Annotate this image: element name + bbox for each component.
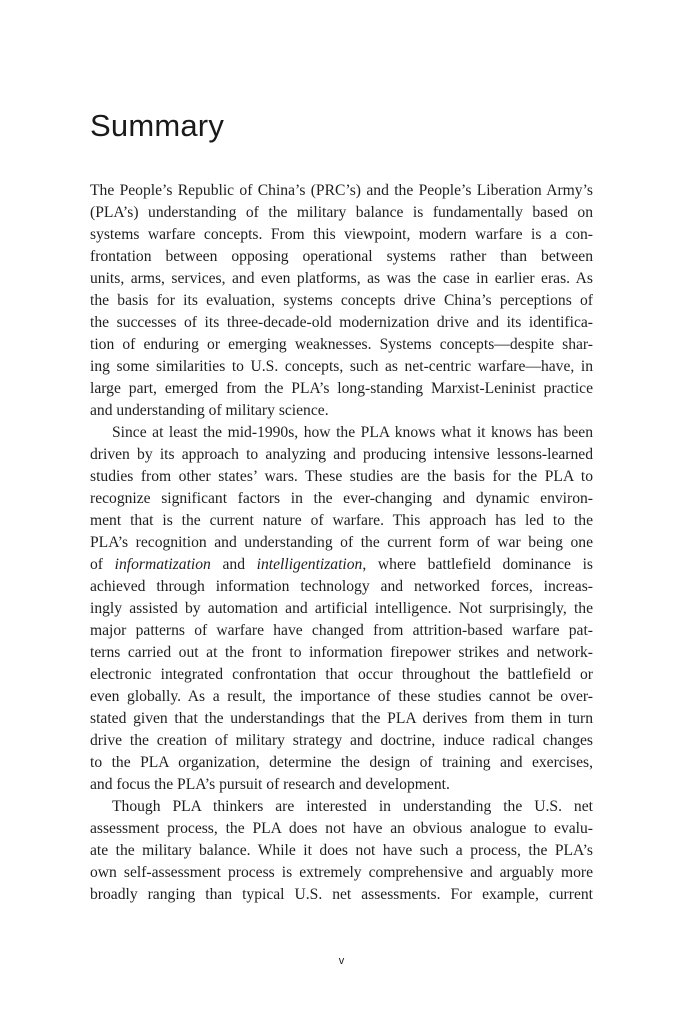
text-line: electronic integrated confrontation that occur throughout the battlefield or [90,666,593,683]
text-line: and focus the PLA’s pursuit of research and development. [90,776,450,793]
text-line: to the PLA organization, determine the design of training and exercises, [90,754,593,771]
text-run: , where battlefield dominance is [362,556,593,573]
text-line: driven by its approach to analyzing and producing intensive lessons-learned [90,446,593,463]
text-line: ate the military balance. While it does not have such a process, the PLA’s [90,842,593,859]
text-line: PLA’s recognition and understanding of the current form of war being one [90,534,593,551]
text-line: ment that is the current nature of warfare. This approach has led to the [90,512,593,529]
text-line: Though PLA thinkers are interested in understanding the U.S. net [112,798,593,815]
text-line: systems warfare concepts. From this viewpoint, modern warfare is a con- [90,226,593,243]
text-line: ingly assisted by automation and artificial intelligence. Not surprisingly, the [90,600,593,617]
text-line: units, arms, services, and even platforms, as was the case in earlier eras. As [90,270,593,287]
text-line-with-emphasis [90,554,593,576]
text-line: achieved through information technology and networked forces, increas- [90,578,593,595]
text-line: drive the creation of military strategy and doctrine, induce radical changes [90,732,593,749]
text-line: even globally. As a result, the importance of these studies cannot be over- [90,688,593,705]
text-line: tion of enduring or emerging weaknesses. Systems concepts—despite shar- [90,336,593,353]
text-line: own self-assessment process is extremely comprehensive and arguably more [90,864,593,881]
paragraph-1 [90,180,593,422]
text-line: Since at least the mid-1990s, how the PLA knows what it knows has been [112,424,593,441]
text-run: and [210,556,257,573]
paragraph-2 [90,422,593,796]
section-heading: Summary [90,108,225,143]
text-line: studies from other states’ wars. These studies are the basis for the PLA to [90,468,593,485]
paragraph-3 [90,796,593,906]
body-text [90,180,593,906]
emphasis-intelligentization: intelligentization [256,556,363,573]
text-line: terns carried out at the front to information firepower strikes and network- [90,644,593,661]
text-line: stated given that the understandings that the PLA derives from them in turn [90,710,593,727]
text-line: ing some similarities to U.S. concepts, such as net-centric warfare—have, in [90,358,593,375]
text-line: the basis for its evaluation, systems concepts drive China’s perceptions of [90,292,593,309]
text-line: The People’s Republic of China’s (PRC’s) and the People’s Liberation Army’s [90,182,593,199]
emphasis-informatization: informatization [114,556,211,573]
text-line: major patterns of warfare have changed from attrition-based warfare pat- [90,622,593,639]
text-line: frontation between opposing operational systems rather than between [90,248,593,265]
text-line: assessment process, the PLA does not have an obvious analogue to evalu- [90,820,593,837]
page-number: v [338,955,345,967]
text-line: and understanding of military science. [90,402,329,419]
text-line: (PLA’s) understanding of the military balance is fundamentally based on [90,204,593,221]
text-line: broadly ranging than typical U.S. net assessments. For example, current [90,886,593,903]
text-line: large part, emerged from the PLA’s long-standing Marxist-Leninist practice [90,380,593,397]
text-line: recognize significant factors in the ever-changing and dynamic environ- [90,490,593,507]
text-run: of [90,556,115,573]
text-line: the successes of its three-decade-old modernization drive and its identifica- [90,314,593,331]
